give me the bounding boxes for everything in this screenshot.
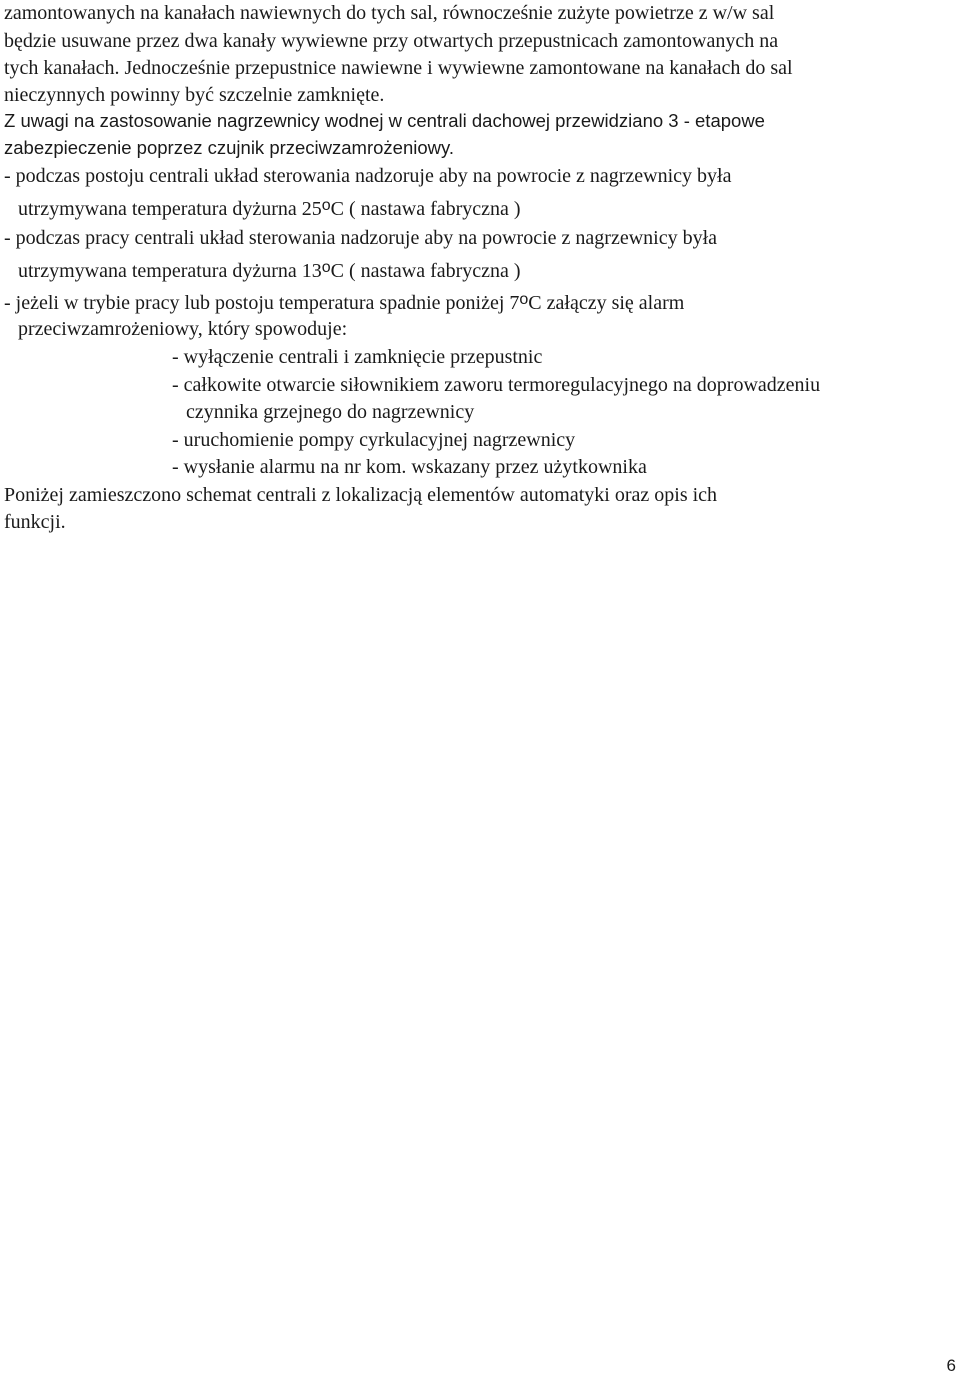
degree-symbol: o — [321, 197, 331, 214]
temperature-line — [18, 198, 521, 219]
temperature-unit-text: C ( nastawa fabryczna ) — [330, 198, 521, 220]
degree-symbol: o — [321, 259, 331, 276]
alarm-line — [4, 292, 684, 313]
closing-line: Poniżej zamieszczono schemat centrali z lokalizacją elementów automatyki oraz opis ich — [4, 484, 718, 506]
temperature-text: utrzymywana temperatura dyżurna 25 — [18, 198, 322, 220]
action-item: - całkowite otwarcie siłownikiem zaworu termoregulacyjnego na doprowadzeniu — [172, 374, 821, 396]
list-item: - podczas pracy centrali układ sterowania nadzoruje aby na powrocie z nagrzewnicy była — [4, 227, 718, 249]
temperature-line — [18, 260, 521, 281]
paragraph-line: tych kanałach. Jednocześnie przepustnice nawiewne i wywiewne zamontowane na kanałach do sal — [4, 57, 793, 79]
temperature-text: utrzymywana temperatura dyżurna 13 — [18, 260, 322, 282]
paragraph-line: zamontowanych na kanałach nawiewnych do tych sal, równocześnie zużyte powietrze z w/w sal — [4, 2, 775, 24]
alarm-text: - jeżeli w trybie pracy lub postoju temperatura spadnie poniżej 7 — [4, 292, 520, 314]
paragraph-line: nieczynnych powinny być szczelnie zamknięte. — [4, 84, 385, 106]
temperature-unit-text: C ( nastawa fabryczna ) — [330, 260, 521, 282]
page-number: 6 — [946, 1356, 956, 1375]
paragraph-line: będzie usuwane przez dwa kanały wywiewne przy otwartych przepustnicach zamontowanych na — [4, 30, 779, 52]
degree-symbol: o — [519, 291, 529, 308]
list-item: - podczas postoju centrali układ sterowania nadzoruje aby na powrocie z nagrzewnicy była — [4, 165, 732, 187]
action-item: - wyłączenie centrali i zamknięcie przepustnic — [172, 346, 543, 368]
action-item: - wysłanie alarmu na nr kom. wskazany przez użytkownika — [172, 456, 647, 478]
paragraph-line: Z uwagi na zastosowanie nagrzewnicy wodnej w centrali dachowej przewidziano 3 - etapowe — [4, 110, 765, 131]
alarm-text-suffix: C załączy się alarm — [528, 292, 685, 314]
paragraph-line: zabezpieczenie poprzez czujnik przeciwzamrożeniowy. — [4, 137, 455, 158]
closing-line: funkcji. — [4, 511, 66, 533]
action-item: - uruchomienie pompy cyrkulacyjnej nagrzewnicy — [172, 429, 576, 451]
alarm-continuation: przeciwzamrożeniowy, który spowoduje: — [18, 318, 348, 340]
action-item-continuation: czynnika grzejnego do nagrzewnicy — [186, 401, 475, 423]
